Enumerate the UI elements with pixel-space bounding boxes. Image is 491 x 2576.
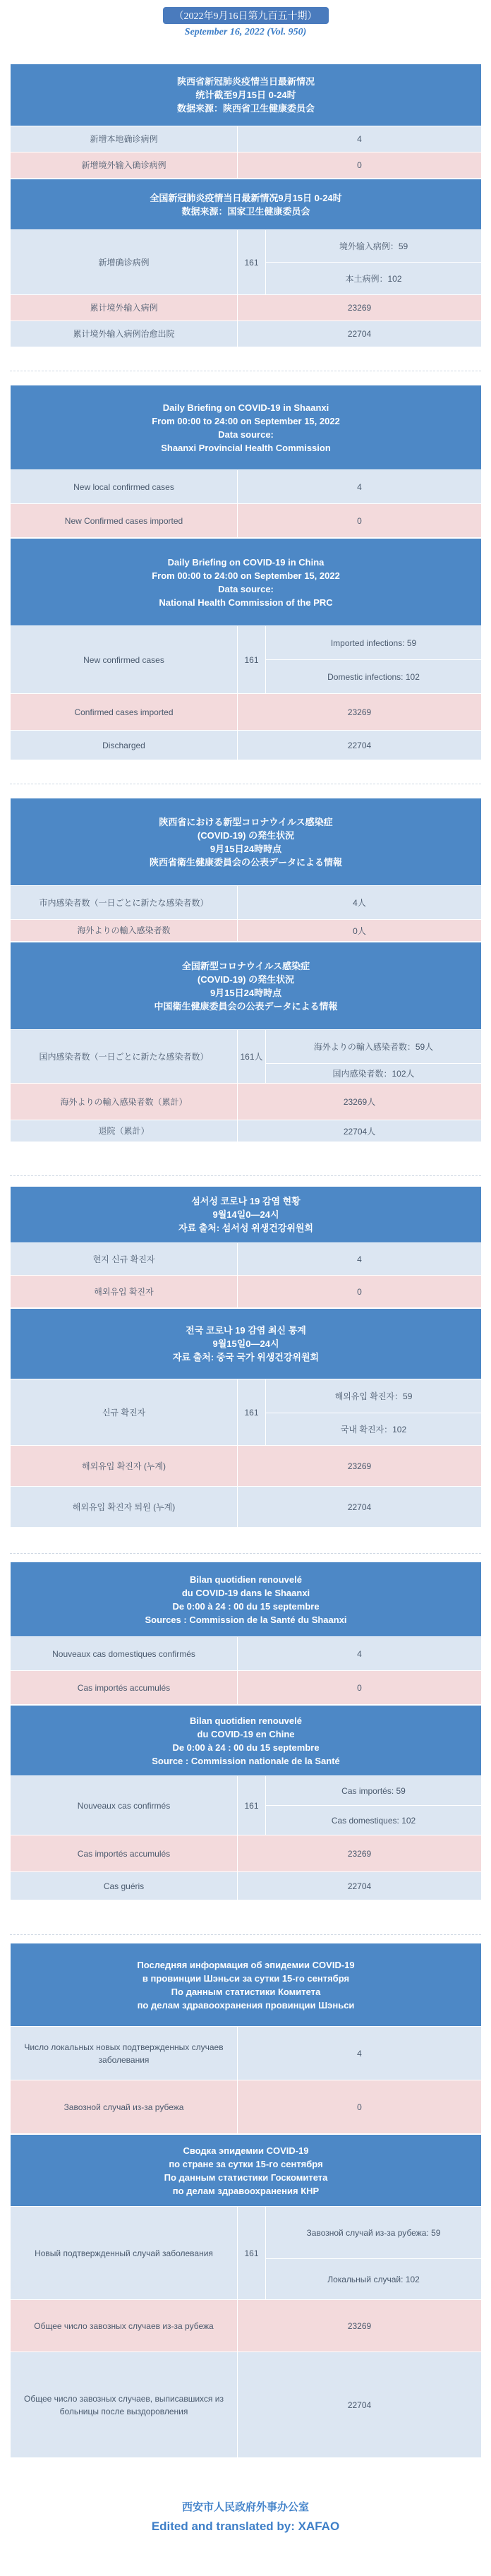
date-cn: （2022年9月16日第九百五十期） <box>163 7 329 24</box>
en-local-label: New local confirmed cases <box>11 470 238 504</box>
en-domestic-infections: Domestic infections: 102 <box>266 660 482 694</box>
en-imported-label: New Confirmed cases imported <box>11 504 238 538</box>
ja-china-header: 全国新型コロナウイルス感染症 (COVID-19) の発生状況 9月15日24時時点 中国衛生健康委員会の公表データによる情報 <box>11 942 482 1030</box>
zh-china-table <box>10 179 482 347</box>
zh-cum-imported-label: 累计境外输入病例 <box>11 295 238 321</box>
en-imported-infections: Imported infections: 59 <box>266 626 482 660</box>
footer-org: 西安市人民政府外事办公室 <box>181 2500 309 2513</box>
zh-discharged-label: 累计境外输入病例治愈出院 <box>11 321 238 347</box>
fr-shaanxi-header: Bilan quotidien renouvelé du COVID-19 dans le Shaanxi De 0:00 à 24 : 00 du 15 septembre Sources : Commission de la Santé du Shaanxi <box>11 1562 482 1637</box>
ru-section <box>10 1943 481 2458</box>
ja-imported-infections: 海外よりの輸入感染者数：59人 <box>266 1030 482 1064</box>
ja-shaanxi-table <box>10 798 482 942</box>
footer <box>0 2499 491 2534</box>
ru-imported-infections: Завозной случай из-за рубежа: 59 <box>266 2207 482 2259</box>
ko-local-value: 4 <box>238 1243 482 1276</box>
ru-discharged-value: 22704 <box>238 2352 482 2458</box>
ko-local-label: 현지 신규 확진자 <box>11 1243 238 1276</box>
ru-local-value: 4 <box>238 2027 482 2080</box>
ja-confirmed-value: 161人 <box>238 1030 266 1084</box>
en-cum-imported-value: 23269 <box>238 694 482 731</box>
en-discharged-value: 22704 <box>238 731 482 760</box>
en-local-value: 4 <box>238 470 482 504</box>
fr-section <box>10 1562 481 1900</box>
fr-china-table <box>10 1705 482 1900</box>
ru-discharged-label: Общее число завозных случаев, выписавшихся из больницы после выздоровления <box>11 2352 238 2458</box>
ko-discharged-label: 해외유입 확진자 퇴원 (누계) <box>11 1487 238 1528</box>
ko-shaanxi-header: 섬서성 코로나 19 감염 현황 9월14일0—24시 자료 출처: 섬서성 위생건강위원회 <box>11 1187 482 1243</box>
ja-imported-label: 海外よりの輸入感染者数 <box>11 920 238 942</box>
en-confirmed-label: New confirmed cases <box>11 626 238 694</box>
fr-cum-imported-label: Cas importés accumulés <box>11 1835 238 1872</box>
ru-shaanxi-table <box>10 1943 482 2134</box>
zh-imported-infections: 境外输入病例：59 <box>266 230 482 263</box>
zh-confirmed-label: 新增确诊病例 <box>11 230 238 295</box>
divider <box>10 1175 481 1176</box>
ja-domestic-infections: 国内感染者数：102人 <box>266 1064 482 1084</box>
zh-confirmed-value: 161 <box>238 230 266 295</box>
ja-china-table <box>10 942 482 1142</box>
ko-imported-infections: 해외유입 확진자：59 <box>266 1379 482 1413</box>
divider <box>10 1553 481 1554</box>
ko-cum-imported-label: 해외유입 확진자 (누계) <box>11 1446 238 1487</box>
fr-shaanxi-table <box>10 1562 482 1705</box>
ja-discharged-value: 22704人 <box>238 1120 482 1142</box>
zh-discharged-value: 22704 <box>238 321 482 347</box>
ko-cum-imported-value: 23269 <box>238 1446 482 1487</box>
fr-imported-value: 0 <box>238 1671 482 1705</box>
en-imported-value: 0 <box>238 504 482 538</box>
ja-local-label: 市内感染者数（一日ごとに新たな感染者数） <box>11 886 238 920</box>
fr-local-value: 4 <box>238 1637 482 1671</box>
zh-cum-imported-value: 23269 <box>238 295 482 321</box>
zh-imported-label: 新增境外输入确诊病例 <box>11 152 238 179</box>
fr-cum-imported-value: 23269 <box>238 1835 482 1872</box>
en-confirmed-value: 161 <box>238 626 266 694</box>
ru-local-label: Число локальных новых подтвержденных случаев заболевания <box>11 2027 238 2080</box>
en-section <box>10 385 481 760</box>
ko-china-table <box>10 1308 482 1528</box>
ko-imported-value: 0 <box>238 1276 482 1308</box>
fr-local-label: Nouveaux cas domestiques confirmés <box>11 1637 238 1671</box>
zh-domestic-infections: 本土病例：102 <box>266 263 482 295</box>
zh-china-header: 全国新冠肺炎疫情当日最新情况9月15日 0-24时 数据来源：国家卫生健康委员会 <box>11 179 482 230</box>
fr-domestic-infections: Cas domestiques: 102 <box>266 1806 482 1835</box>
ko-confirmed-value: 161 <box>238 1379 266 1446</box>
ja-local-value: 4人 <box>238 886 482 920</box>
fr-confirmed-label: Nouveaux cas confirmés <box>11 1776 238 1835</box>
ru-china-table <box>10 2134 482 2458</box>
zh-local-label: 新增本地确诊病例 <box>11 126 238 152</box>
zh-section <box>10 64 481 347</box>
ru-cum-imported-label: Общее число завозных случаев из-за рубежа <box>11 2300 238 2352</box>
en-shaanxi-table <box>10 385 482 538</box>
fr-discharged-label: Cas guéris <box>11 1872 238 1900</box>
ko-imported-label: 해외유입 확진자 <box>11 1276 238 1308</box>
ja-imported-value: 0人 <box>238 920 482 942</box>
ko-discharged-value: 22704 <box>238 1487 482 1528</box>
zh-local-value: 4 <box>238 126 482 152</box>
ru-china-header: Сводка эпидемии COVID-19 по стране за сутки 15-го сентября По данным статистики Госкомитета по делам здравоохранения КНР <box>11 2135 482 2207</box>
en-shaanxi-header: Daily Briefing on COVID-19 in Shaanxi From 00:00 to 24:00 on September 15, 2022 Data source: Shaanxi Provincial Health Commission <box>11 385 482 470</box>
ru-confirmed-label: Новый подтвержденный случай заболевания <box>11 2207 238 2300</box>
ko-shaanxi-table <box>10 1186 482 1308</box>
date-en: September 16, 2022 (Vol. 950) <box>184 27 307 37</box>
ru-imported-label: Завозной случай из-за рубежа <box>11 2080 238 2134</box>
ja-cum-imported-label: 海外よりの輸入感染者数（累計） <box>11 1084 238 1120</box>
ja-section <box>10 798 481 1142</box>
ko-confirmed-label: 신규 확진자 <box>11 1379 238 1446</box>
fr-imported-label: Cas importés accumulés <box>11 1671 238 1705</box>
divider <box>10 1934 481 1935</box>
en-discharged-label: Discharged <box>11 731 238 760</box>
fr-china-header: Bilan quotidien renouvelé du COVID-19 en Chine De 0:00 à 24 : 00 du 15 septembre Source : Commission nationale de la Santé <box>11 1706 482 1776</box>
fr-discharged-value: 22704 <box>238 1872 482 1900</box>
en-china-header: Daily Briefing on COVID-19 in China From 00:00 to 24:00 on September 15, 2022 Data source: National Health Commission of the PRC <box>11 539 482 626</box>
ru-shaanxi-header: Последняя информация об эпидемии COVID-19 в провинции Шэньси за сутки 15-го сентября По данным статистики Комитета по делам здравоохранения провинции Шэньси <box>11 1943 482 2027</box>
ja-cum-imported-value: 23269人 <box>238 1084 482 1120</box>
zh-shaanxi-table <box>10 64 482 179</box>
footer-credit: Edited and translated by: XAFAO <box>151 2520 340 2533</box>
ru-imported-value: 0 <box>238 2080 482 2134</box>
ko-section <box>10 1186 481 1528</box>
ja-confirmed-label: 国内感染者数（一日ごとに新たな感染者数） <box>11 1030 238 1084</box>
ko-domestic-infections: 국내 확진자：102 <box>266 1413 482 1446</box>
ru-domestic-infections: Локальный случай: 102 <box>266 2259 482 2300</box>
zh-imported-value: 0 <box>238 152 482 179</box>
ko-china-header: 전국 코로나 19 감염 최신 통계 9월15일0—24시 자료 출처: 중국 국가 위생건강위원회 <box>11 1309 482 1379</box>
ja-shaanxi-header: 陝西省における新型コロナウイルス感染症 (COVID-19) の発生状況 9月15日24時時点 陝西省衛生健康委員会の公表データによる情報 <box>11 798 482 886</box>
date-banner <box>0 0 491 42</box>
en-china-table <box>10 538 482 760</box>
ru-confirmed-value: 161 <box>238 2207 266 2300</box>
fr-imported-infections: Cas importés: 59 <box>266 1776 482 1806</box>
zh-shaanxi-header: 陕西省新冠肺炎疫情当日最新情况 统计截至9月15日 0-24时 数据来源：陕西省卫生健康委员会 <box>11 64 482 126</box>
fr-confirmed-value: 161 <box>238 1776 266 1835</box>
ru-cum-imported-value: 23269 <box>238 2300 482 2352</box>
en-cum-imported-label: Confirmed cases imported <box>11 694 238 731</box>
ja-discharged-label: 退院（累計） <box>11 1120 238 1142</box>
